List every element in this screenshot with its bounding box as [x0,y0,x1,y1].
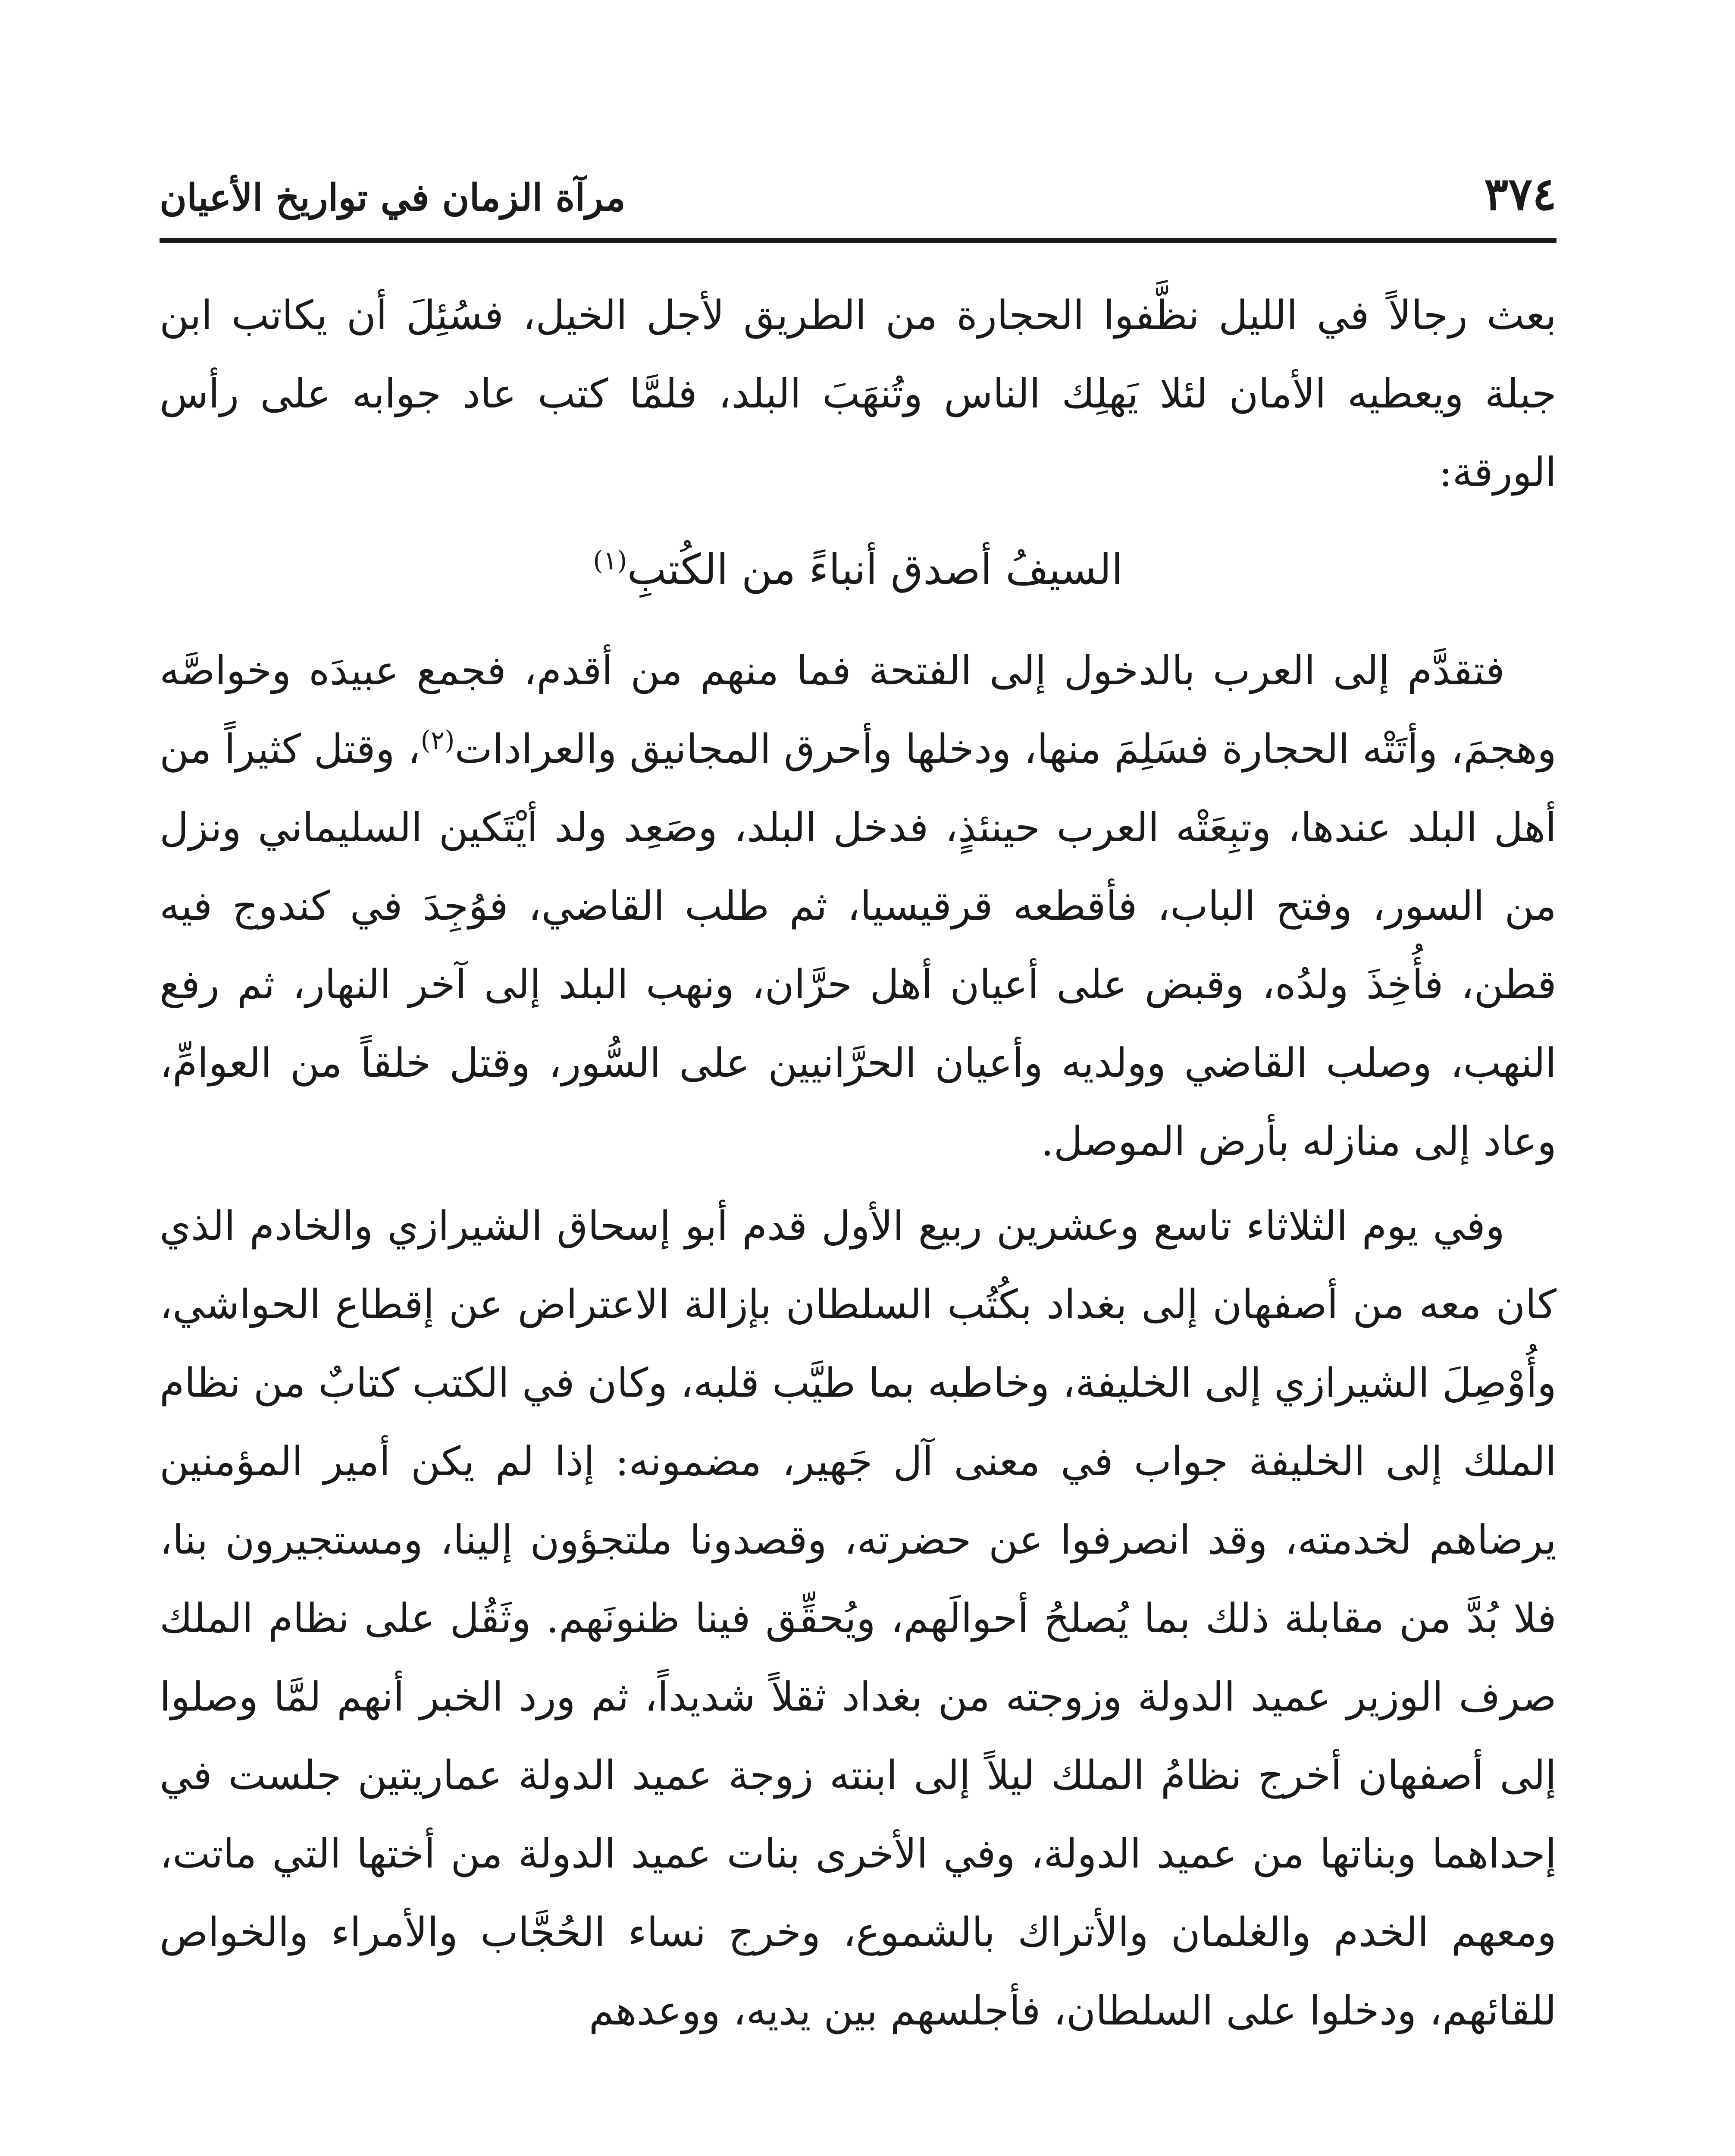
paragraph-2 [160,631,1556,1181]
paragraph-3: وفي يوم الثلاثاء تاسع وعشرين ربيع الأول قدم أبو إسحاق الشيرازي والخادم الذي كان معه من أصفهان إلى بغداد بكُتُب السلطان بإزالة الاعتراض عن إقطاع الحواشي، وأُوْصِلَ الشيرازي إلى الخليفة، وخاطبه بما طيَّب قلبه، وكان في الكتب كتابٌ من نظام الملك إلى الخليفة جواب في معنى آل جَهير، مضمونه: إذا لم يكن أمير المؤمنين يرضاهم لخدمته، وقد انصرفوا عن حضرته، وقصدونا ملتجؤون إلينا، ومستجيرون بنا، فلا بُدَّ من مقابلة ذلك بما يُصلحُ أحوالَهم، ويُحقِّق فينا ظنونَهم. وثَقُل على نظام الملك صرف الوزير عميد الدولة وزوجته من بغداد ثقلاً شديداً، ثم ورد الخبر أنهم لمَّا وصلوا إلى أصفهان أخرج نظامُ الملك ليلاً إلى ابنته زوجة عميد الدولة عماريتين جلست في إحداهما وبناتها من عميد الدولة، وفي الأخرى بنات عميد الدولة من أختها التي ماتت، ومعهم الخدم والغلمان والأتراك بالشموع، وخرج نساء الحُجَّاب والأمراء والخواص للقائهم، ودخلوا على السلطان، فأجلسهم بين يديه، ووعدهم [160,1203,1556,2034]
paragraph-2-part-b: ، وقتل كثيراً من أهل البلد عندها، وتبِعَتْه العرب حينئذٍ، فدخل البلد، وصَعِد ولد أيْتَكين السليماني ونزل من السور، وفتح الباب، فأقطعه قرقيسيا، ثم طلب القاضي، فوُجِدَ في كندوج فيه قطن، فأُخِذَ ولدُه، وقبض على أعيان أهل حرَّان، ونهب البلد إلى آخر النهار، ثم رفع النهب، وصلب القاضي وولديه وأعيان الحرَّانيين على السُّور، وقتل خلقاً من العوامِّ، وعاد إلى منازله بأرض الموصل. [160,726,1556,1165]
running-title: مرآة الزمان في تواريخ الأعيان [160,176,626,219]
paragraph-1: بعث رجالاً في الليل نظَّفوا الحجارة من الطريق لأجل الخيل، فسُئِلَ أن يكاتب ابن جبلة ويعطيه الأمان لئلا يَهلِك الناس وتُنهَبَ البلد، فلمَّا كتب عاد جوابه على رأس الورقة: [160,292,1556,495]
main-text [160,276,1556,2050]
verse-line [160,530,1556,609]
page-header [160,142,1556,229]
footnote-ref-2: (٢) [420,725,455,755]
verse-text: السيفُ أصدق أنباءً من الكُتبِ [627,545,1123,594]
footnote-ref-1: (١) [593,545,627,576]
page-number: ٣٧٤ [1484,167,1556,220]
paragraph-2-part-a: فتقدَّم إلى العرب بالدخول إلى الفتحة فما منهم من أقدم، فجمع عبيدَه وخواصَّه وهجمَ، وأتَتْه الحجارة فسَلِمَ منها، ودخلها وأحرق المجانيق والعرادات [160,647,1556,772]
header-rule [160,238,1556,243]
